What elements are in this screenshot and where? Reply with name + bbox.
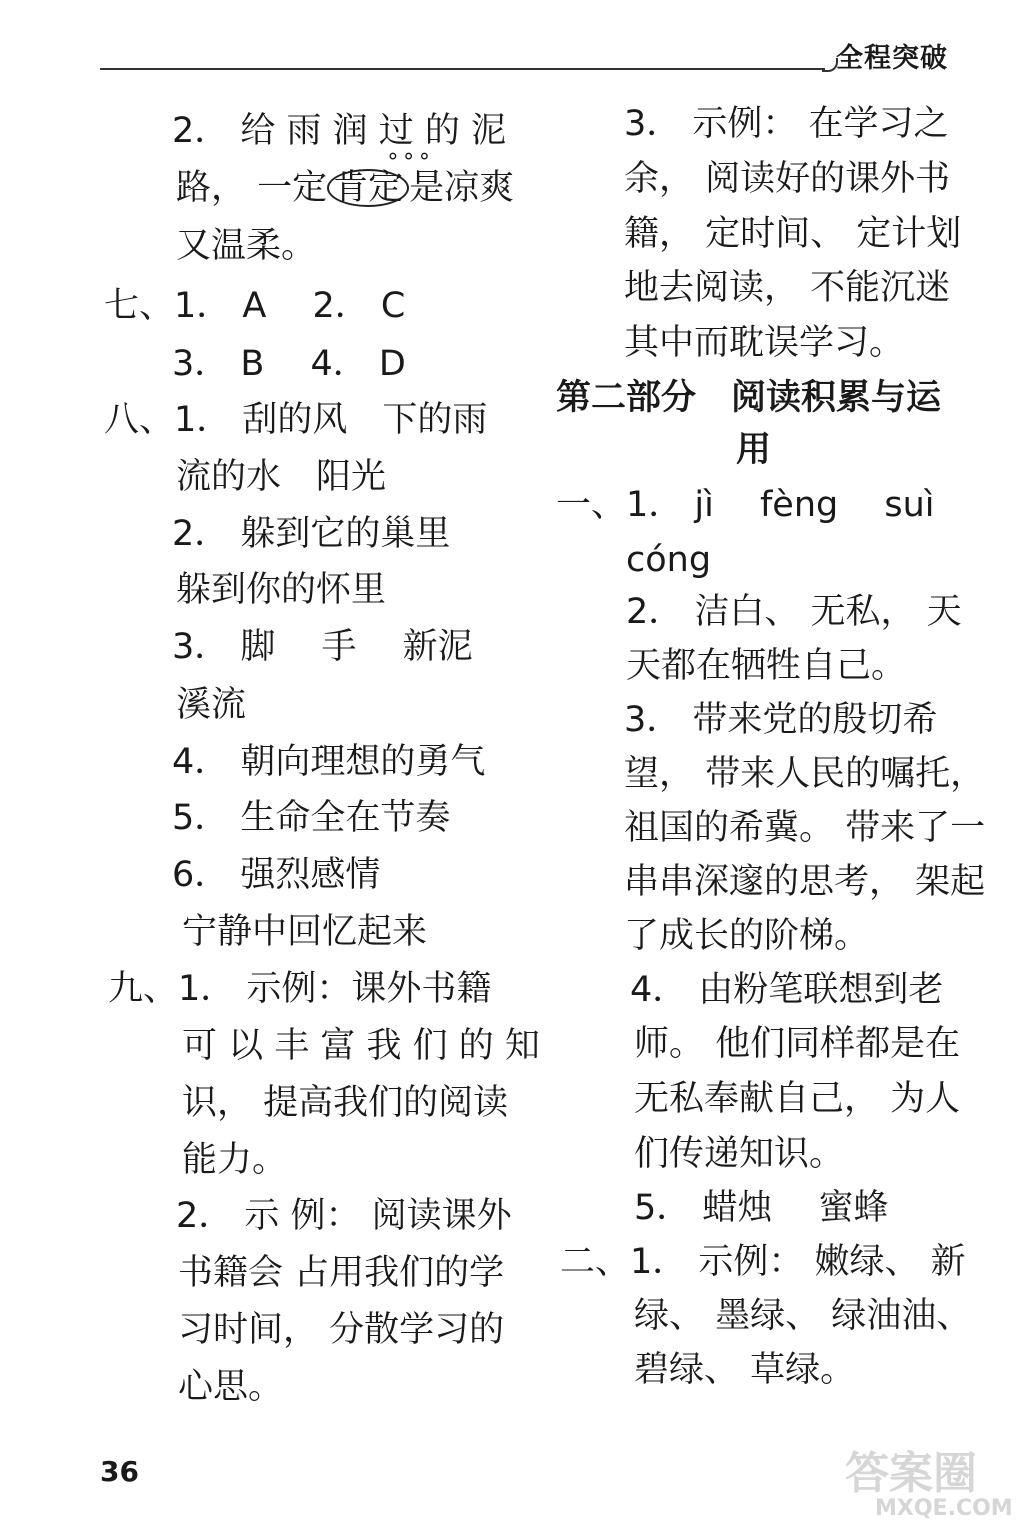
answer-line: 串串深邃的思考， 架起: [624, 862, 986, 902]
answer-line: 了成长的阶梯。: [624, 916, 870, 956]
answer-line: 籍， 定时间、 定计划: [624, 214, 962, 254]
circled-correction: 肯定: [327, 169, 409, 207]
answer-line: 宁静中回忆起来: [182, 912, 428, 952]
answer-line: 碧绿、 草绿。: [634, 1350, 856, 1390]
answer-line: 七、1． A 2． C: [104, 286, 406, 326]
answer-line: 3． 示例： 在学习之: [624, 104, 949, 144]
answer-line: 九、1． 示例：课外书籍: [108, 969, 492, 1009]
answer-line: 5． 生命全在节奏: [172, 798, 451, 838]
answer-line: 2． 给 雨 润 过 的 泥: [172, 111, 507, 151]
section-heading: 第二部分 阅读积累与运: [556, 378, 942, 418]
watermark: [845, 1448, 1015, 1532]
answer-line: 一、1． jì fèng suì: [556, 485, 935, 525]
answer-line: 2． 示 例： 阅读课外: [176, 1196, 512, 1236]
answer-line: 6． 强烈感情: [172, 855, 381, 895]
answer-line: 习时间， 分散学习的: [178, 1310, 505, 1350]
answer-line: 祖国的希冀。 带来了一: [624, 808, 986, 848]
answer-line: 流的水 阳光: [176, 457, 387, 497]
answer-line: 们传递知识。: [634, 1134, 845, 1174]
brand-title: 全程突破: [836, 43, 948, 74]
answer-line: [176, 168, 514, 208]
answer-line: 2． 躲到它的巢里: [172, 514, 451, 554]
answer-line: 八、1． 刮的风 下的雨: [104, 400, 488, 440]
answer-line: 二、1． 示例： 嫩绿、 新: [560, 1242, 966, 1282]
answer-line: 能力。: [182, 1140, 288, 1180]
section-heading: 用: [736, 430, 772, 470]
answer-line: 4． 由粉笔联想到老: [630, 970, 944, 1010]
answer-line: 3． 带来党的殷切希: [624, 700, 938, 740]
answer-line: 识， 提高我们的阅读: [182, 1083, 509, 1123]
correction-mark-icon: ∘∘∘: [386, 144, 434, 169]
answer-line: 躲到你的怀里: [176, 570, 387, 610]
watermark-bottom: MXQE.COM: [875, 1496, 1013, 1521]
answer-line: 天都在牺牲自己。: [626, 646, 907, 686]
answer-line: 溪流: [176, 685, 247, 725]
answer-line: 书籍会 占用我们的学: [178, 1253, 505, 1293]
answer-line: 4． 朝向理想的勇气: [172, 742, 486, 782]
answer-line: 地去阅读， 不能沉迷: [624, 268, 951, 308]
answer-line: cóng: [626, 540, 712, 580]
answer-text: 路， 一定: [176, 168, 328, 208]
answer-text: 是凉爽: [409, 168, 515, 208]
answer-line: 师。 他们同样都是在: [634, 1024, 961, 1064]
answer-line: 无私奉献自己， 为人: [634, 1079, 961, 1119]
answer-line: 其中而耽误学习。: [624, 323, 905, 363]
answer-line: 可 以 丰 富 我 们 的 知: [182, 1026, 540, 1066]
answer-line: 3． 脚 手 新泥: [172, 627, 473, 667]
header-rule: [100, 68, 825, 70]
watermark-top: 答案圈: [845, 1448, 977, 1499]
answer-line: 3． B 4． D: [172, 344, 406, 384]
page-number: 36: [100, 1455, 139, 1488]
answer-line: 余， 阅读好的课外书: [624, 159, 951, 199]
answer-line: 绿、 墨绿、 绿油油、: [634, 1296, 972, 1336]
answer-line: 望， 带来人民的嘱托，: [624, 754, 986, 794]
answer-line: 心思。: [178, 1367, 284, 1407]
answer-line: 又温柔。: [176, 226, 317, 266]
answer-line: 2． 洁白、 无私， 天: [626, 592, 962, 632]
answer-line: 5． 蜡烛 蜜蜂: [634, 1188, 889, 1228]
